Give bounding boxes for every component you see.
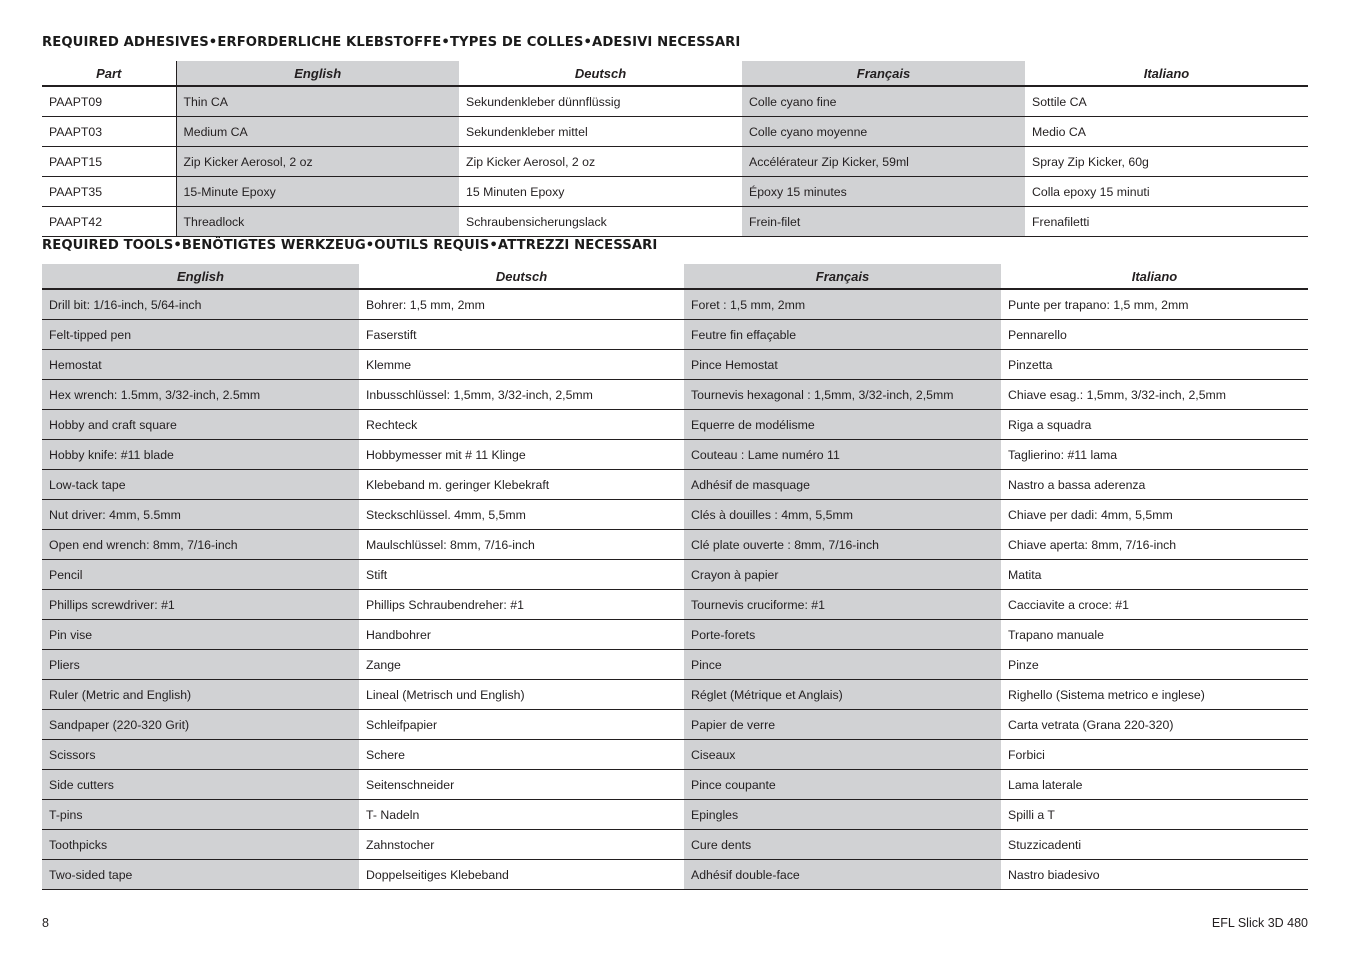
- cell-francais: Ciseaux: [684, 740, 1001, 770]
- cell-part: PAAPT09: [42, 86, 176, 117]
- table-row: [42, 177, 1308, 207]
- column-header-francais: Français: [742, 61, 1025, 86]
- cell-italiano: Chiave aperta: 8mm, 7/16-inch: [1001, 530, 1308, 560]
- adhesives-heading: REQUIRED ADHESIVES•ERFORDERLICHE KLEBSTOFFE•TYPES DE COLLES•ADESIVI NECESSARI: [42, 35, 741, 50]
- cell-deutsch: Rechteck: [359, 410, 684, 440]
- column-header-english: English: [42, 264, 359, 289]
- tools-heading: REQUIRED TOOLS•BENÖTIGTES WERKZEUG•OUTILS REQUIS•ATTREZZI NECESSARI: [42, 238, 658, 253]
- cell-deutsch: Faserstift: [359, 320, 684, 350]
- cell-english: Low-tack tape: [42, 470, 359, 500]
- cell-francais: Pince: [684, 650, 1001, 680]
- table-row: [42, 590, 1308, 620]
- table-row: [42, 620, 1308, 650]
- cell-italiano: Chiave esag.: 1,5mm, 3/32-inch, 2,5mm: [1001, 380, 1308, 410]
- cell-italiano: Pinze: [1001, 650, 1308, 680]
- table-row: [42, 740, 1308, 770]
- cell-deutsch: Schleifpapier: [359, 710, 684, 740]
- cell-deutsch: Seitenschneider: [359, 770, 684, 800]
- column-header-deutsch: Deutsch: [459, 61, 742, 86]
- cell-english: Pencil: [42, 560, 359, 590]
- tools-header-row: [42, 264, 1308, 289]
- cell-english: Toothpicks: [42, 830, 359, 860]
- cell-italiano: Cacciavite a croce: #1: [1001, 590, 1308, 620]
- cell-part: PAAPT15: [42, 147, 176, 177]
- cell-francais: Cure dents: [684, 830, 1001, 860]
- cell-english: Side cutters: [42, 770, 359, 800]
- cell-deutsch: Zange: [359, 650, 684, 680]
- cell-deutsch: Stift: [359, 560, 684, 590]
- cell-deutsch: T- Nadeln: [359, 800, 684, 830]
- column-header-italiano: Italiano: [1001, 264, 1308, 289]
- cell-part: PAAPT42: [42, 207, 176, 237]
- tools-table: [42, 264, 1308, 890]
- cell-francais: Tournevis hexagonal : 1,5mm, 3/32-inch, 2,5mm: [684, 380, 1001, 410]
- cell-italiano: Carta vetrata (Grana 220-320): [1001, 710, 1308, 740]
- cell-francais: Crayon à papier: [684, 560, 1001, 590]
- table-row: [42, 500, 1308, 530]
- cell-italiano: Pennarello: [1001, 320, 1308, 350]
- cell-italiano: Taglierino: #11 lama: [1001, 440, 1308, 470]
- cell-francais: Equerre de modélisme: [684, 410, 1001, 440]
- cell-english: Hex wrench: 1.5mm, 3/32-inch, 2.5mm: [42, 380, 359, 410]
- cell-francais: Pince Hemostat: [684, 350, 1001, 380]
- table-row: [42, 770, 1308, 800]
- table-row: [42, 320, 1308, 350]
- table-row: [42, 650, 1308, 680]
- cell-italiano: Righello (Sistema metrico e inglese): [1001, 680, 1308, 710]
- cell-english: Drill bit: 1/16-inch, 5/64-inch: [42, 289, 359, 320]
- table-row: [42, 560, 1308, 590]
- cell-english: Pin vise: [42, 620, 359, 650]
- cell-francais: Pince coupante: [684, 770, 1001, 800]
- cell-francais: Tournevis cruciforme: #1: [684, 590, 1001, 620]
- cell-italiano: Trapano manuale: [1001, 620, 1308, 650]
- cell-english: Thin CA: [176, 86, 459, 117]
- cell-italiano: Spilli a T: [1001, 800, 1308, 830]
- table-row: [42, 830, 1308, 860]
- cell-francais: Clés à douilles : 4mm, 5,5mm: [684, 500, 1001, 530]
- column-header-english: English: [176, 61, 459, 86]
- table-row: [42, 207, 1308, 237]
- cell-italiano: Sottile CA: [1025, 86, 1308, 117]
- cell-francais: Foret : 1,5 mm, 2mm: [684, 289, 1001, 320]
- cell-deutsch: 15 Minuten Epoxy: [459, 177, 742, 207]
- cell-francais: Papier de verre: [684, 710, 1001, 740]
- cell-francais: Clé plate ouverte : 8mm, 7/16-inch: [684, 530, 1001, 560]
- cell-deutsch: Klebeband m. geringer Klebekraft: [359, 470, 684, 500]
- cell-francais: Couteau : Lame numéro 11: [684, 440, 1001, 470]
- cell-italiano: Riga a squadra: [1001, 410, 1308, 440]
- cell-francais: Colle cyano fine: [742, 86, 1025, 117]
- cell-english: Nut driver: 4mm, 5.5mm: [42, 500, 359, 530]
- cell-english: Pliers: [42, 650, 359, 680]
- adhesives-table: [42, 61, 1308, 237]
- adhesives-header-row: [42, 61, 1308, 86]
- cell-italiano: Spray Zip Kicker, 60g: [1025, 147, 1308, 177]
- cell-deutsch: Maulschlüssel: 8mm, 7/16-inch: [359, 530, 684, 560]
- cell-part: PAAPT35: [42, 177, 176, 207]
- cell-deutsch: Schere: [359, 740, 684, 770]
- cell-italiano: Matita: [1001, 560, 1308, 590]
- cell-deutsch: Sekundenkleber dünnflüssig: [459, 86, 742, 117]
- cell-english: Ruler (Metric and English): [42, 680, 359, 710]
- cell-francais: Epingles: [684, 800, 1001, 830]
- table-row: [42, 380, 1308, 410]
- table-row: [42, 800, 1308, 830]
- table-row: [42, 710, 1308, 740]
- cell-english: Open end wrench: 8mm, 7/16-inch: [42, 530, 359, 560]
- cell-english: Two-sided tape: [42, 860, 359, 890]
- cell-italiano: Medio CA: [1025, 117, 1308, 147]
- cell-deutsch: Sekundenkleber mittel: [459, 117, 742, 147]
- cell-francais: Époxy 15 minutes: [742, 177, 1025, 207]
- cell-francais: Adhésif de masquage: [684, 470, 1001, 500]
- cell-italiano: Pinzetta: [1001, 350, 1308, 380]
- table-row: [42, 440, 1308, 470]
- cell-english: 15-Minute Epoxy: [176, 177, 459, 207]
- cell-deutsch: Bohrer: 1,5 mm, 2mm: [359, 289, 684, 320]
- cell-deutsch: Zip Kicker Aerosol, 2 oz: [459, 147, 742, 177]
- cell-deutsch: Phillips Schraubendreher: #1: [359, 590, 684, 620]
- cell-deutsch: Lineal (Metrisch und English): [359, 680, 684, 710]
- cell-francais: Feutre fin effaçable: [684, 320, 1001, 350]
- cell-english: Scissors: [42, 740, 359, 770]
- cell-italiano: Chiave per dadi: 4mm, 5,5mm: [1001, 500, 1308, 530]
- column-header-francais: Français: [684, 264, 1001, 289]
- table-row: [42, 350, 1308, 380]
- cell-francais: Frein-filet: [742, 207, 1025, 237]
- cell-italiano: Nastro biadesivo: [1001, 860, 1308, 890]
- cell-francais: Porte-forets: [684, 620, 1001, 650]
- cell-english: Felt-tipped pen: [42, 320, 359, 350]
- cell-francais: Adhésif double-face: [684, 860, 1001, 890]
- table-row: [42, 470, 1308, 500]
- cell-francais: Colle cyano moyenne: [742, 117, 1025, 147]
- cell-part: PAAPT03: [42, 117, 176, 147]
- cell-english: Zip Kicker Aerosol, 2 oz: [176, 147, 459, 177]
- table-row: [42, 860, 1308, 890]
- cell-deutsch: Steckschlüssel. 4mm, 5,5mm: [359, 500, 684, 530]
- cell-italiano: Stuzzicadenti: [1001, 830, 1308, 860]
- cell-deutsch: Inbusschlüssel: 1,5mm, 3/32-inch, 2,5mm: [359, 380, 684, 410]
- cell-deutsch: Klemme: [359, 350, 684, 380]
- cell-francais: Réglet (Métrique et Anglais): [684, 680, 1001, 710]
- cell-francais: Accélérateur Zip Kicker, 59ml: [742, 147, 1025, 177]
- page-number: 8: [42, 916, 49, 930]
- table-row: [42, 86, 1308, 117]
- column-header-part: Part: [42, 61, 176, 86]
- cell-deutsch: Schraubensicherungslack: [459, 207, 742, 237]
- cell-italiano: Colla epoxy 15 minuti: [1025, 177, 1308, 207]
- cell-deutsch: Doppelseitiges Klebeband: [359, 860, 684, 890]
- cell-english: Medium CA: [176, 117, 459, 147]
- column-header-italiano: Italiano: [1025, 61, 1308, 86]
- cell-english: Phillips screwdriver: #1: [42, 590, 359, 620]
- table-row: [42, 117, 1308, 147]
- column-header-deutsch: Deutsch: [359, 264, 684, 289]
- table-row: [42, 680, 1308, 710]
- cell-english: Sandpaper (220-320 Grit): [42, 710, 359, 740]
- cell-italiano: Nastro a bassa aderenza: [1001, 470, 1308, 500]
- table-row: [42, 147, 1308, 177]
- cell-english: T-pins: [42, 800, 359, 830]
- cell-english: Hobby and craft square: [42, 410, 359, 440]
- cell-english: Hobby knife: #11 blade: [42, 440, 359, 470]
- cell-italiano: Punte per trapano: 1,5 mm, 2mm: [1001, 289, 1308, 320]
- cell-english: Threadlock: [176, 207, 459, 237]
- cell-italiano: Lama laterale: [1001, 770, 1308, 800]
- document-title: EFL Slick 3D 480: [1211, 916, 1308, 930]
- cell-english: Hemostat: [42, 350, 359, 380]
- table-row: [42, 530, 1308, 560]
- table-row: [42, 289, 1308, 320]
- cell-deutsch: Zahnstocher: [359, 830, 684, 860]
- cell-italiano: Frenafiletti: [1025, 207, 1308, 237]
- cell-italiano: Forbici: [1001, 740, 1308, 770]
- cell-deutsch: Handbohrer: [359, 620, 684, 650]
- table-row: [42, 410, 1308, 440]
- cell-deutsch: Hobbymesser mit # 11 Klinge: [359, 440, 684, 470]
